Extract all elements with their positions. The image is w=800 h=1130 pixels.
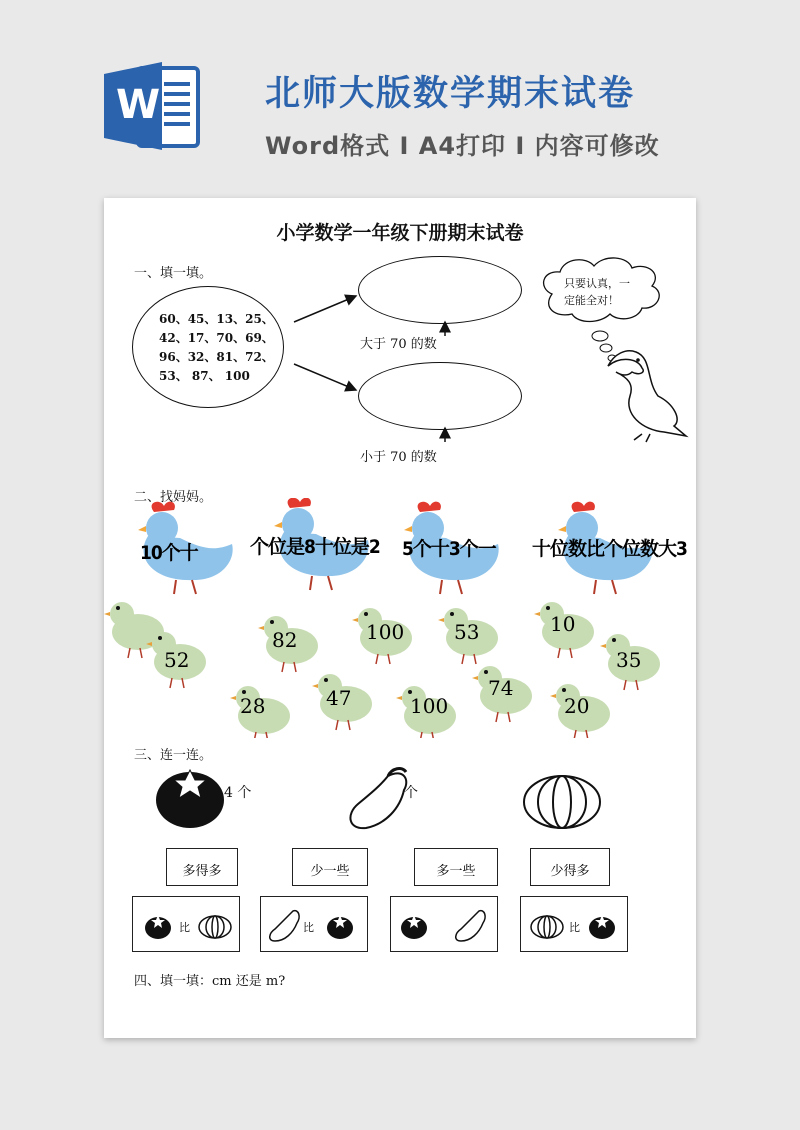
bi-label: 比	[303, 921, 314, 934]
eggplant-icon	[453, 905, 487, 945]
pumpkin-icon	[529, 911, 565, 941]
hen-label: 5个十3个一	[402, 538, 496, 560]
chick-number: 28	[240, 694, 266, 718]
numbers-line: 42、17、70、69、	[159, 331, 274, 345]
numbers-line: 96、32、81、72、	[159, 350, 274, 364]
comparison-box[interactable]	[132, 896, 240, 952]
chick-number: 47	[326, 686, 352, 710]
section1-heading: 一、填一填。	[134, 266, 213, 281]
option-box[interactable]	[166, 848, 238, 886]
produce-illustration	[104, 764, 696, 834]
chick-number: 74	[488, 676, 514, 700]
section4-heading: 四、填一填：cm 还是 m?	[134, 974, 286, 989]
option-label: 少一些	[310, 864, 350, 879]
option-label: 多得多	[182, 864, 222, 879]
hen-label: 个位是8十位是2	[250, 536, 380, 558]
comparison-box[interactable]	[520, 896, 628, 952]
chicks-illustration	[104, 598, 696, 738]
label-greater-than-70: 大于 70 的数	[360, 337, 437, 352]
banner-title: 北师大版数学期末试卷	[265, 74, 636, 114]
eggplant-icon	[267, 905, 301, 945]
chick-number: 53	[454, 620, 480, 644]
eggplant-count: 个	[404, 785, 418, 801]
banner-subtitle: Word格式 I A4打印 I 内容可修改	[265, 132, 660, 160]
tomato-icon	[143, 911, 173, 941]
pumpkin-icon	[197, 911, 233, 941]
hen-label: 十位数比个位数大3	[532, 538, 687, 560]
greater-than-70-ellipse	[358, 256, 522, 324]
tomato-icon	[325, 911, 355, 941]
word-icon	[104, 60, 204, 152]
option-label: 多一些	[436, 864, 476, 879]
section2-heading: 二、找妈妈。	[134, 490, 213, 505]
option-box[interactable]	[530, 848, 610, 886]
bi-label: 比	[179, 921, 190, 934]
tomato-icon	[156, 770, 224, 828]
numbers-line: 53、 87、 100	[159, 369, 250, 383]
comparison-box[interactable]	[390, 896, 498, 952]
tomato-icon	[587, 911, 617, 941]
option-box[interactable]	[292, 848, 368, 886]
label-less-than-70: 小于 70 的数	[360, 450, 437, 465]
exam-paper	[104, 198, 696, 1038]
chick-number: 100	[366, 620, 405, 644]
bubble-text-line: 定能全对！	[564, 294, 619, 307]
chick-number: 10	[550, 612, 576, 636]
eggplant-icon	[350, 769, 406, 829]
section3-heading: 三、连一连。	[134, 748, 213, 763]
chick-number: 52	[164, 648, 190, 672]
bubble-text-line: 只要认真，一	[564, 277, 630, 290]
tomato-icon	[399, 911, 429, 941]
bi-label: 比	[569, 921, 580, 934]
chick-number: 82	[272, 628, 298, 652]
less-than-70-ellipse	[358, 362, 522, 430]
paper-title: 小学数学一年级下册期末试卷	[276, 222, 524, 244]
numbers-line: 60、45、13、25、	[159, 312, 274, 326]
tomato-count: 4 个	[224, 785, 252, 801]
option-label: 少得多	[550, 864, 590, 879]
chick-number: 35	[616, 648, 642, 672]
option-box[interactable]	[414, 848, 498, 886]
chick-number: 20	[564, 694, 590, 718]
comparison-box[interactable]	[260, 896, 368, 952]
chick-number: 100	[410, 694, 449, 718]
hen-label: 10个十	[140, 542, 198, 564]
word-logo-letter: W	[116, 82, 161, 128]
pumpkin-icon	[524, 776, 600, 828]
